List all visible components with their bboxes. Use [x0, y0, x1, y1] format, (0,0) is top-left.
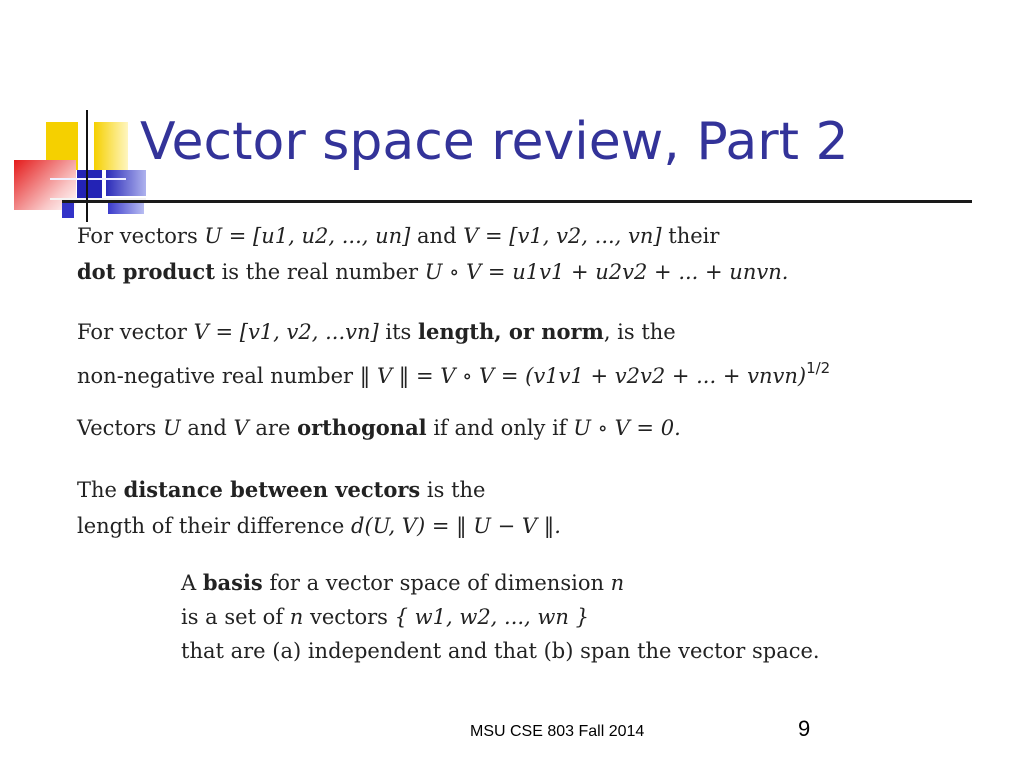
page-number: 9 [798, 716, 811, 741]
norm-formula: ‖ V ‖ = V ∘ V = (v1v1 + v2v2 + ... + vnvn) [359, 364, 807, 388]
text: that are (a) independent and that (b) span the vector space. [181, 639, 820, 663]
vector-v-expression: V = [v1, v2, ...vn] [193, 320, 379, 344]
logo-divider [50, 178, 126, 180]
vector-u: U [163, 416, 181, 440]
text: length of their difference [77, 514, 352, 538]
vector-v-expression: V = [v1, v2, ..., vn] [463, 224, 662, 248]
distance-definition [77, 472, 561, 544]
text: vectors [303, 605, 395, 629]
logo-vertical-line [86, 110, 88, 222]
term-distance: distance between vectors [123, 477, 421, 502]
distance-formula: d(U, V) = ‖ U − V ‖. [351, 514, 561, 538]
norm-definition [77, 314, 830, 394]
text: if and only if [426, 416, 574, 440]
logo-blue-gradient-block [106, 170, 146, 196]
text: for a vector space of dimension [262, 571, 611, 595]
text: , is the [603, 320, 676, 344]
text: is the real number [214, 260, 425, 284]
text: and [410, 224, 464, 248]
power-exponent: 1/2 [806, 359, 831, 377]
logo-blue-block [77, 170, 102, 198]
text: are [248, 416, 298, 440]
text: and [180, 416, 234, 440]
text: its [378, 320, 418, 344]
orthogonal-definition [77, 410, 681, 446]
variable-n: n [289, 605, 304, 629]
text: A [181, 571, 203, 595]
logo-yellow-gradient-block [94, 122, 128, 170]
term-length-norm: length, or norm [418, 319, 604, 344]
text: For vectors [77, 224, 205, 248]
term-dot-product: dot product [77, 259, 215, 284]
slide-title: Vector space review, Part 2 [140, 112, 849, 172]
text: non-negative real number [77, 364, 360, 388]
dot-product-formula: U ∘ V = u1v1 + u2v2 + ... + unvn. [424, 260, 789, 284]
text: their [661, 224, 720, 248]
orthogonal-formula: U ∘ V = 0. [573, 416, 681, 440]
text: is a set of [181, 605, 290, 629]
vector-v: V [233, 416, 249, 440]
term-basis: basis [202, 570, 263, 595]
text: is the [420, 478, 486, 502]
text: Vectors [77, 416, 163, 440]
text: For vector [77, 320, 194, 344]
vector-u-expression: U = [u1, u2, ..., un] [204, 224, 411, 248]
title-rule [62, 200, 972, 203]
slide-footer: MSU CSE 803 Fall 2014 [470, 723, 645, 740]
term-orthogonal: orthogonal [297, 415, 427, 440]
variable-n: n [610, 571, 625, 595]
text: The [77, 478, 124, 502]
dot-product-definition [77, 218, 788, 290]
basis-definition [181, 566, 820, 668]
vector-set: { w1, w2, ..., wn } [394, 605, 589, 629]
